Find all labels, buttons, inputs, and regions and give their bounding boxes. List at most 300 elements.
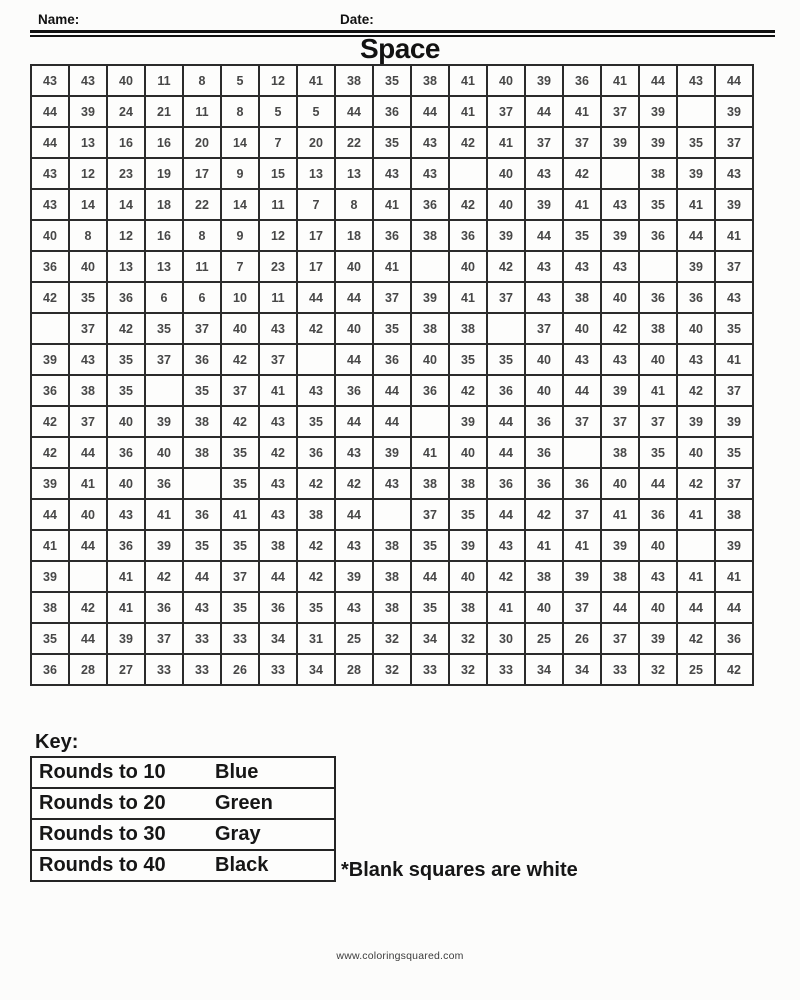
grid-cell: 42 (677, 375, 715, 406)
grid-row (31, 468, 753, 499)
grid-cell: 37 (601, 623, 639, 654)
grid-cell: 39 (715, 406, 753, 437)
grid-cell: 42 (677, 468, 715, 499)
grid-cell: 36 (373, 344, 411, 375)
grid-cell: 37 (715, 375, 753, 406)
grid-cell: 35 (639, 437, 677, 468)
grid-cell: 42 (297, 468, 335, 499)
grid-cell: 16 (145, 127, 183, 158)
grid-cell: 41 (563, 96, 601, 127)
grid-cell: 43 (373, 468, 411, 499)
grid-cell: 42 (69, 592, 107, 623)
grid-row (31, 158, 753, 189)
grid-cell: 37 (221, 561, 259, 592)
grid-cell: 41 (107, 592, 145, 623)
grid-cell: 36 (677, 282, 715, 313)
grid-cell: 41 (563, 189, 601, 220)
grid-cell: 41 (221, 499, 259, 530)
grid-cell: 34 (525, 654, 563, 685)
grid-cell: 36 (259, 592, 297, 623)
name-label: Name: (38, 12, 80, 27)
grid-cell: 36 (525, 406, 563, 437)
grid-cell: 43 (525, 282, 563, 313)
grid-cell: 37 (563, 127, 601, 158)
grid-cell-blank (601, 158, 639, 189)
grid-cell: 5 (221, 65, 259, 96)
grid-cell: 9 (221, 158, 259, 189)
grid-cell: 21 (145, 96, 183, 127)
grid-cell: 41 (601, 499, 639, 530)
grid-cell: 37 (715, 468, 753, 499)
grid-cell: 40 (107, 65, 145, 96)
grid-cell: 37 (639, 406, 677, 437)
grid-cell: 41 (411, 437, 449, 468)
footer-url: www.coloringsquared.com (336, 950, 464, 962)
grid-cell: 41 (373, 251, 411, 282)
grid-cell-blank (297, 344, 335, 375)
grid-cell: 39 (145, 530, 183, 561)
grid-cell: 40 (487, 65, 525, 96)
grid-row (31, 251, 753, 282)
grid-cell: 37 (715, 251, 753, 282)
grid-cell: 41 (525, 530, 563, 561)
grid-cell: 36 (145, 468, 183, 499)
key-row (30, 818, 336, 851)
grid-cell: 37 (69, 313, 107, 344)
grid-cell: 43 (677, 65, 715, 96)
grid-cell: 43 (563, 251, 601, 282)
grid-cell-blank (449, 158, 487, 189)
grid-cell-blank (145, 375, 183, 406)
grid-cell: 44 (335, 344, 373, 375)
grid-cell: 44 (601, 592, 639, 623)
grid-cell: 36 (525, 437, 563, 468)
grid-cell: 37 (145, 344, 183, 375)
grid-cell: 37 (601, 96, 639, 127)
grid-cell: 40 (31, 220, 69, 251)
grid-cell: 38 (373, 530, 411, 561)
grid-cell: 34 (297, 654, 335, 685)
grid-cell: 28 (69, 654, 107, 685)
grid-cell: 38 (563, 282, 601, 313)
grid-cell: 39 (639, 96, 677, 127)
grid-cell: 42 (297, 530, 335, 561)
grid-cell: 40 (525, 375, 563, 406)
grid-cell-blank (31, 313, 69, 344)
grid-cell: 26 (563, 623, 601, 654)
grid-cell: 41 (373, 189, 411, 220)
grid-cell: 43 (259, 499, 297, 530)
grid-cell: 19 (145, 158, 183, 189)
grid-cell: 18 (145, 189, 183, 220)
grid-cell: 40 (487, 189, 525, 220)
grid-cell: 43 (601, 251, 639, 282)
grid-row (31, 499, 753, 530)
grid-cell: 37 (411, 499, 449, 530)
grid-cell: 17 (297, 251, 335, 282)
grid-cell: 42 (563, 158, 601, 189)
grid-cell: 36 (449, 220, 487, 251)
grid-cell: 44 (677, 220, 715, 251)
grid-cell: 41 (715, 561, 753, 592)
grid-cell: 44 (715, 65, 753, 96)
grid-cell: 35 (677, 127, 715, 158)
grid-cell: 42 (31, 406, 69, 437)
grid-cell: 41 (677, 189, 715, 220)
grid-cell: 41 (715, 220, 753, 251)
grid-cell: 44 (69, 437, 107, 468)
grid-cell: 34 (411, 623, 449, 654)
grid-cell: 13 (69, 127, 107, 158)
grid-cell: 44 (335, 96, 373, 127)
grid-cell: 40 (487, 158, 525, 189)
grid-cell: 43 (259, 406, 297, 437)
grid-cell: 42 (449, 375, 487, 406)
grid-cell: 43 (259, 468, 297, 499)
grid-cell: 35 (297, 592, 335, 623)
key-rule-label: Rounds to 10 (39, 761, 166, 783)
grid-cell: 43 (335, 530, 373, 561)
grid-cell: 25 (525, 623, 563, 654)
grid-cell: 42 (145, 561, 183, 592)
grid-cell: 39 (335, 561, 373, 592)
grid-cell: 41 (677, 561, 715, 592)
grid-row (31, 530, 753, 561)
grid-cell: 43 (411, 127, 449, 158)
grid-row (31, 375, 753, 406)
number-grid-body (31, 65, 753, 685)
grid-cell: 37 (563, 406, 601, 437)
grid-cell: 39 (449, 406, 487, 437)
key-rule-label: Rounds to 20 (39, 792, 166, 814)
grid-cell: 36 (297, 437, 335, 468)
grid-cell: 17 (297, 220, 335, 251)
grid-cell: 44 (31, 96, 69, 127)
grid-cell: 41 (449, 282, 487, 313)
grid-cell: 35 (221, 530, 259, 561)
grid-cell: 34 (259, 623, 297, 654)
grid-cell: 41 (677, 499, 715, 530)
grid-cell: 36 (525, 468, 563, 499)
grid-cell: 43 (715, 282, 753, 313)
date-label: Date: (340, 12, 374, 27)
grid-cell: 36 (335, 375, 373, 406)
grid-cell: 44 (411, 96, 449, 127)
grid-cell: 43 (487, 530, 525, 561)
grid-cell: 32 (373, 654, 411, 685)
grid-cell: 16 (107, 127, 145, 158)
grid-cell: 44 (373, 406, 411, 437)
grid-cell: 44 (487, 437, 525, 468)
grid-cell: 12 (259, 65, 297, 96)
grid-cell: 43 (525, 251, 563, 282)
grid-cell: 40 (69, 251, 107, 282)
grid-cell: 36 (31, 375, 69, 406)
grid-cell: 43 (69, 344, 107, 375)
grid-cell: 44 (31, 127, 69, 158)
grid-cell: 44 (715, 592, 753, 623)
grid-cell: 32 (449, 654, 487, 685)
grid-cell: 35 (221, 592, 259, 623)
grid-cell: 42 (221, 406, 259, 437)
grid-cell: 37 (487, 282, 525, 313)
grid-cell: 40 (639, 592, 677, 623)
grid-row (31, 282, 753, 313)
grid-cell: 42 (259, 437, 297, 468)
grid-cell: 44 (69, 623, 107, 654)
grid-cell: 38 (183, 406, 221, 437)
grid-cell: 35 (563, 220, 601, 251)
grid-cell: 43 (107, 499, 145, 530)
grid-cell: 36 (373, 96, 411, 127)
grid-cell: 39 (715, 530, 753, 561)
grid-cell: 43 (31, 65, 69, 96)
grid-cell-blank (411, 251, 449, 282)
grid-cell: 43 (335, 592, 373, 623)
grid-cell: 44 (69, 530, 107, 561)
grid-cell: 7 (297, 189, 335, 220)
grid-cell: 32 (449, 623, 487, 654)
grid-cell: 40 (221, 313, 259, 344)
grid-cell-blank (69, 561, 107, 592)
grid-cell: 33 (221, 623, 259, 654)
grid-cell: 36 (487, 375, 525, 406)
grid-cell: 36 (563, 65, 601, 96)
grid-cell: 44 (335, 282, 373, 313)
grid-row (31, 127, 753, 158)
grid-cell: 33 (411, 654, 449, 685)
grid-cell: 35 (373, 65, 411, 96)
grid-cell: 39 (487, 220, 525, 251)
grid-cell: 8 (183, 65, 221, 96)
grid-cell: 41 (601, 65, 639, 96)
grid-cell: 41 (563, 530, 601, 561)
grid-cell: 36 (145, 592, 183, 623)
grid-cell: 43 (715, 158, 753, 189)
grid-cell: 13 (145, 251, 183, 282)
grid-cell: 41 (487, 127, 525, 158)
grid-cell: 43 (183, 592, 221, 623)
grid-cell: 36 (107, 282, 145, 313)
grid-cell: 41 (297, 65, 335, 96)
grid-cell: 28 (335, 654, 373, 685)
grid-cell: 43 (525, 158, 563, 189)
grid-cell: 37 (715, 127, 753, 158)
grid-cell: 36 (31, 251, 69, 282)
grid-cell: 36 (715, 623, 753, 654)
grid-cell: 43 (601, 344, 639, 375)
grid-cell: 17 (183, 158, 221, 189)
grid-cell: 37 (259, 344, 297, 375)
grid-cell: 39 (373, 437, 411, 468)
grid-cell: 38 (449, 592, 487, 623)
grid-cell: 35 (373, 127, 411, 158)
grid-cell: 25 (677, 654, 715, 685)
grid-cell: 33 (145, 654, 183, 685)
grid-cell: 38 (31, 592, 69, 623)
grid-cell: 35 (31, 623, 69, 654)
grid-cell: 13 (297, 158, 335, 189)
grid-cell-blank (677, 96, 715, 127)
grid-cell: 39 (525, 189, 563, 220)
grid-cell: 39 (639, 127, 677, 158)
key-color-name: Black (215, 854, 269, 876)
grid-cell: 6 (145, 282, 183, 313)
grid-cell: 41 (449, 96, 487, 127)
grid-cell: 14 (107, 189, 145, 220)
grid-cell: 39 (601, 220, 639, 251)
grid-cell: 27 (107, 654, 145, 685)
grid-cell: 38 (259, 530, 297, 561)
grid-cell: 38 (373, 561, 411, 592)
grid-cell: 35 (69, 282, 107, 313)
grid-cell: 38 (373, 592, 411, 623)
key-rule-label: Rounds to 40 (39, 854, 166, 876)
grid-cell: 7 (259, 127, 297, 158)
grid-cell: 43 (373, 158, 411, 189)
grid-cell: 38 (525, 561, 563, 592)
grid-cell: 44 (183, 561, 221, 592)
grid-cell: 42 (487, 561, 525, 592)
grid-cell: 44 (563, 375, 601, 406)
grid-row (31, 654, 753, 685)
grid-cell: 9 (221, 220, 259, 251)
grid-cell-blank (487, 313, 525, 344)
grid-cell: 11 (259, 189, 297, 220)
grid-cell: 39 (677, 406, 715, 437)
grid-cell: 43 (601, 189, 639, 220)
grid-cell: 35 (715, 437, 753, 468)
grid-cell: 42 (677, 623, 715, 654)
grid-cell: 40 (411, 344, 449, 375)
grid-cell: 14 (69, 189, 107, 220)
grid-cell: 39 (145, 406, 183, 437)
grid-cell: 37 (563, 499, 601, 530)
grid-cell: 36 (639, 499, 677, 530)
grid-cell: 37 (563, 592, 601, 623)
grid-cell: 39 (677, 251, 715, 282)
grid-cell: 5 (297, 96, 335, 127)
grid-cell: 38 (411, 65, 449, 96)
grid-cell: 35 (221, 437, 259, 468)
grid-cell: 39 (449, 530, 487, 561)
grid-cell: 38 (639, 313, 677, 344)
grid-cell: 26 (221, 654, 259, 685)
grid-cell: 36 (563, 468, 601, 499)
grid-cell: 44 (373, 375, 411, 406)
grid-row (31, 96, 753, 127)
grid-cell: 37 (525, 313, 563, 344)
grid-cell: 40 (601, 282, 639, 313)
grid-cell: 39 (31, 468, 69, 499)
grid-cell: 40 (449, 251, 487, 282)
grid-cell: 40 (677, 437, 715, 468)
grid-cell: 38 (601, 561, 639, 592)
grid-cell: 40 (525, 592, 563, 623)
grid-cell: 15 (259, 158, 297, 189)
grid-cell: 40 (145, 437, 183, 468)
grid-cell: 33 (183, 623, 221, 654)
grid-cell-blank (639, 251, 677, 282)
grid-cell: 41 (487, 592, 525, 623)
grid-cell: 42 (335, 468, 373, 499)
grid-cell: 8 (183, 220, 221, 251)
grid-cell: 40 (69, 499, 107, 530)
grid-cell: 43 (31, 158, 69, 189)
grid-cell: 10 (221, 282, 259, 313)
grid-cell: 36 (411, 189, 449, 220)
grid-cell: 37 (487, 96, 525, 127)
grid-cell: 41 (31, 530, 69, 561)
grid-cell: 33 (259, 654, 297, 685)
grid-cell: 35 (107, 375, 145, 406)
key-row (30, 756, 336, 789)
grid-cell: 44 (487, 499, 525, 530)
grid-cell: 37 (183, 313, 221, 344)
grid-cell: 44 (297, 282, 335, 313)
grid-cell-blank (373, 499, 411, 530)
grid-cell: 41 (107, 561, 145, 592)
grid-cell-blank (677, 530, 715, 561)
grid-cell: 44 (487, 406, 525, 437)
grid-cell: 40 (449, 437, 487, 468)
key-label: Key: (35, 731, 79, 753)
grid-cell: 22 (335, 127, 373, 158)
grid-cell: 7 (221, 251, 259, 282)
grid-cell: 44 (525, 220, 563, 251)
grid-cell: 42 (107, 313, 145, 344)
grid-cell: 35 (221, 468, 259, 499)
grid-cell: 36 (183, 344, 221, 375)
grid-cell: 39 (639, 623, 677, 654)
grid-cell-blank (411, 406, 449, 437)
grid-cell: 38 (639, 158, 677, 189)
grid-cell: 37 (145, 623, 183, 654)
grid-row (31, 406, 753, 437)
grid-row (31, 65, 753, 96)
grid-cell: 38 (449, 468, 487, 499)
grid-cell: 12 (107, 220, 145, 251)
grid-cell: 24 (107, 96, 145, 127)
grid-cell: 36 (183, 499, 221, 530)
grid-cell: 40 (601, 468, 639, 499)
grid-cell: 18 (335, 220, 373, 251)
grid-cell: 38 (69, 375, 107, 406)
grid-cell: 32 (373, 623, 411, 654)
grid-cell: 39 (525, 65, 563, 96)
grid-cell: 37 (373, 282, 411, 313)
grid-cell: 43 (677, 344, 715, 375)
key-color-name: Gray (215, 823, 261, 845)
grid-cell: 13 (335, 158, 373, 189)
grid-cell: 37 (601, 406, 639, 437)
grid-cell: 20 (297, 127, 335, 158)
grid-cell: 39 (31, 561, 69, 592)
grid-cell: 38 (449, 313, 487, 344)
grid-cell: 42 (715, 654, 753, 685)
grid-cell: 35 (145, 313, 183, 344)
grid-cell: 36 (487, 468, 525, 499)
grid-cell: 39 (69, 96, 107, 127)
grid-cell: 44 (411, 561, 449, 592)
grid-cell: 44 (335, 406, 373, 437)
grid-cell: 33 (601, 654, 639, 685)
grid-cell: 43 (259, 313, 297, 344)
grid-cell: 42 (297, 313, 335, 344)
grid-cell: 23 (107, 158, 145, 189)
grid-cell: 43 (31, 189, 69, 220)
grid-cell: 33 (183, 654, 221, 685)
